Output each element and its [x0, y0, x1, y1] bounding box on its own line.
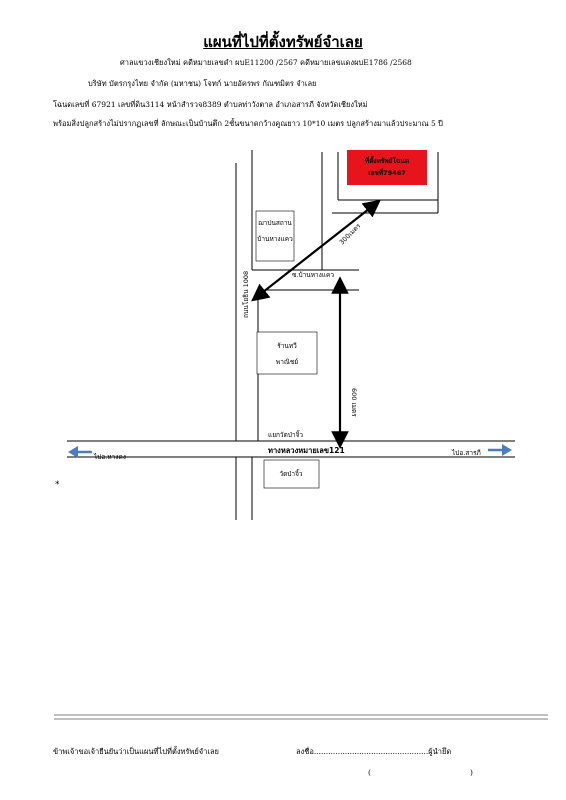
left-destination: ไปอ.หางดง: [94, 453, 126, 461]
signature-paren-open: (: [368, 768, 371, 777]
highway-label: ทางหลวงหมายเลข121: [268, 446, 345, 455]
shop-box: [257, 332, 317, 374]
parties-line: บริษัท บัตรกรุงไทย จำกัด (มหาชน) โจทก์ นายอัครพร กัณฑมิตร จำเลย: [88, 79, 317, 88]
certification-text: ข้าพเจ้าขอเจ้ายืนยันว่าเป็นแผนที่ไปที่ตั้งทรัพย์จำเลย: [53, 747, 219, 756]
shop-label-1: ร้านทวี: [277, 342, 297, 350]
cemetery-label-2: บ้านหางแคว: [257, 235, 293, 243]
road-1008-label: ถนนโยธิน 1008: [242, 270, 250, 318]
right-arrow-icon: [502, 444, 512, 456]
court-case-line: ศาลแขวงเชียงใหม่ คดีหมายเลขดำ ผบE11200 /2567 คดีหมายเลขแดงผบE1786 /2568: [120, 58, 412, 67]
property-label-2: เลขที่79467: [368, 169, 406, 177]
signature-paren-close: ): [470, 768, 473, 777]
distance-vert-label: 600 เมตร: [350, 388, 358, 417]
lane-label: ซ.บ้านหางแคว: [292, 271, 334, 279]
junction-label: แยกวัดป่าจิ้ว: [268, 431, 304, 439]
building-line: พร้อมสิ่งปลูกสร้างไม่ปรากฏเลขที่ ลักษณะเป็นบ้านตึก 2ชั้นขนาดกว้างคูณยาว 10*10 เมตร ปลูกสร้างมาแล้วประมาณ 5 ปี: [53, 119, 443, 128]
bullet-mark: *: [55, 480, 60, 490]
property-label-1: ที่ตั้งทรัพย์โฉนด: [364, 157, 410, 165]
signature-line: ลงชื่อ................................................ผู้นำยึด: [296, 747, 452, 756]
property-marker: [347, 150, 427, 185]
page-title: แผนที่ไปที่ตั้งทรัพย์จำเลย: [203, 33, 363, 51]
cemetery-label-1: ฌาปนสถาน: [258, 219, 292, 227]
right-destination: ไปอ.สารภี: [452, 449, 481, 457]
temple-label: วัดป่าจิ้ว: [279, 470, 303, 478]
left-arrow-icon: [68, 446, 78, 458]
shop-label-2: พาณิชย์: [275, 358, 299, 366]
deed-line: โฉนดเลขที่ 67921 เลขที่ดิน3114 หน้าสำรวจ8389 ตำบลท่าวังตาล อำเภอสารภี จังหวัดเชียงใหม่: [53, 100, 368, 109]
distance-diag-label: 300เมตร: [337, 221, 363, 247]
